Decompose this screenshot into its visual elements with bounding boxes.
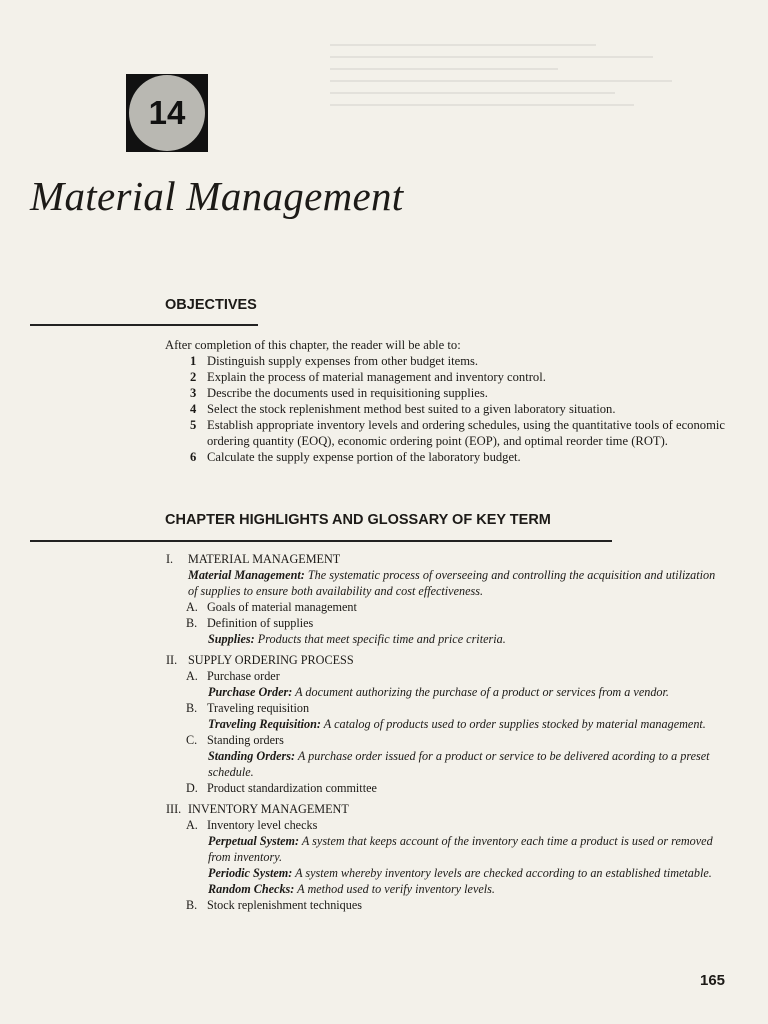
highlights-outline <box>166 551 726 913</box>
objective-item: 2 Explain the process of material management and inventory control. <box>190 370 546 384</box>
chapter-title: Material Management <box>30 173 404 219</box>
outline-item: C. Standing orders <box>186 733 284 747</box>
definition: Material Management: The systematic process of overseeing and controlling the acquisition and utilization of supplies to ensure both availability and cost effectiveness. <box>188 568 716 598</box>
definition: Supplies: Products that meet specific time and price criteria. <box>208 632 506 646</box>
outline-item: B. Definition of supplies <box>186 616 314 630</box>
definition: Standing Orders: A purchase order issued for a product or service to be delivered acording to a preset schedule. <box>208 749 710 779</box>
outline-item: A. Inventory level checks <box>186 818 318 832</box>
objective-item: 4 Select the stock replenishment method best suited to a given laboratory situation. <box>190 402 616 416</box>
definition: Periodic System: A system whereby inventory levels are checked according to an established timetable. <box>208 866 712 880</box>
section-heading: II. SUPPLY ORDERING PROCESS <box>166 653 354 667</box>
objective-item: 5 Establish appropriate inventory levels and ordering schedules, using the quantitative tools of economic ordering quantity (EOQ), economic ordering point (EOP), and optimal reorder time (ROT). <box>190 418 725 448</box>
page-number: 165 <box>700 972 726 989</box>
definition: Purchase Order: A document authorizing the purchase of a product or services from a vendor. <box>208 685 669 699</box>
chapter-number: 14 <box>129 75 205 151</box>
outline-item: A. Goals of material management <box>186 600 357 614</box>
outline-item: D. Product standardization committee <box>186 781 377 795</box>
definition: Perpetual System: A system that keeps account of the inventory each time a product is used or removed from inventory. <box>208 834 713 864</box>
objectives-intro: After completion of this chapter, the reader will be able to: <box>165 338 461 352</box>
objectives-list <box>190 353 730 465</box>
outline-item: B. Stock replenishment techniques <box>186 898 363 912</box>
objectives-heading: OBJECTIVES <box>165 297 257 313</box>
objectives-rule <box>30 324 258 326</box>
objective-item: 3 Describe the documents used in requisitioning supplies. <box>190 386 488 400</box>
section-heading: III. INVENTORY MANAGEMENT <box>166 802 349 816</box>
highlights-heading: CHAPTER HIGHLIGHTS AND GLOSSARY OF KEY TERM <box>165 512 551 528</box>
section-heading: I. MATERIAL MANAGEMENT <box>166 552 341 566</box>
highlights-rule <box>30 540 612 542</box>
objective-item: 1 Distinguish supply expenses from other budget items. <box>190 354 479 368</box>
outline-item: B. Traveling requisition <box>186 701 310 715</box>
bleed-through-marks <box>330 44 710 116</box>
outline-item: A. Purchase order <box>186 669 280 683</box>
definition: Traveling Requisition: A catalog of products used to order supplies stocked by material management. <box>208 717 706 731</box>
chapter-number-badge <box>126 74 208 152</box>
objective-item: 6 Calculate the supply expense portion of the laboratory budget. <box>190 450 521 464</box>
definition: Random Checks: A method used to verify inventory levels. <box>208 882 495 896</box>
